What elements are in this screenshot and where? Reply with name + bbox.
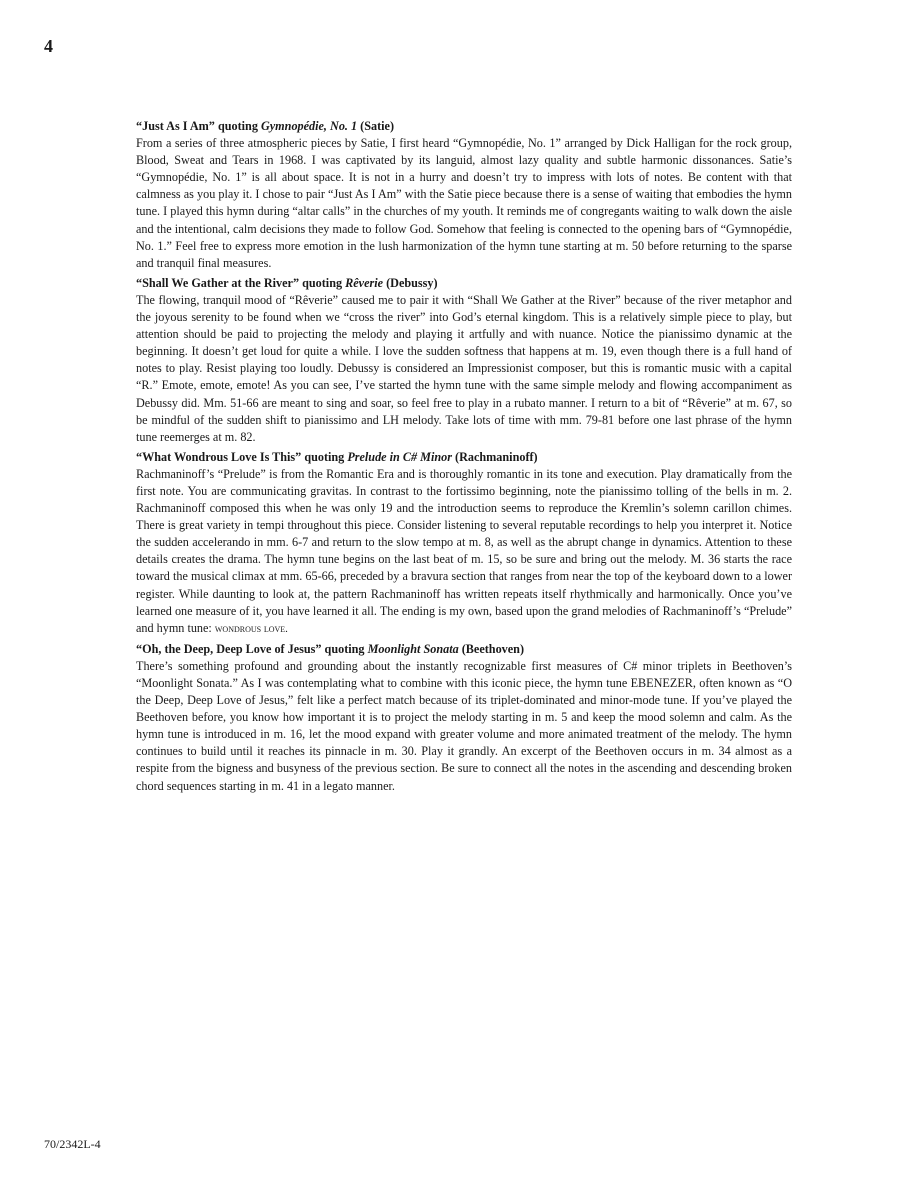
title-work: Rêverie bbox=[345, 275, 384, 290]
section-body: There’s something profound and grounding about the instantly recognizable first measures of C# minor triplets in Beethoven’s “Moonlight Sonata.” As I was contemplating what to combine with this iconic piece, the hymn tune EBENEZER, often known as “O the Deep, Deep Love of Jesus,” felt like a perfect match because of its triplet-dominated and minor-mode tune. If you’ve played the Beethoven before, you know how important it is to project the melody starting in m. 5 and keep the mood solemn and calm. As the hymn tune is introduced in m. 16, let the mood expand with greater volume and more animated treatment of the melody. The hymn continues to build until it reaches its pinnacle in m. 30. Play it grandly. An excerpt of the Beethoven occurs in m. 34 almost as a respite from the bigness and busyness of the previous section. Be sure to connect all the notes in the ascending and descending broken chord sequences starting in m. 41 in a legato manner. bbox=[136, 658, 792, 793]
title-work: Prelude in C# Minor bbox=[347, 449, 452, 464]
title-composer: (Satie) bbox=[357, 119, 394, 133]
title-work: Moonlight Sonata bbox=[367, 641, 459, 656]
title-composer: (Beethoven) bbox=[458, 641, 525, 656]
title-work: Gymnopédie, No. 1 bbox=[260, 119, 358, 133]
section-title bbox=[136, 641, 792, 658]
section-just-as-i-am bbox=[136, 118, 792, 272]
title-hymn: “What Wondrous Love Is This” quoting bbox=[136, 449, 348, 464]
section-deep-love bbox=[136, 641, 792, 795]
section-what-wondrous-love bbox=[136, 449, 792, 638]
section-title bbox=[136, 275, 792, 292]
title-composer: (Rachmaninoff) bbox=[451, 449, 538, 464]
title-hymn: “Just As I Am” quoting bbox=[136, 119, 261, 133]
title-hymn: “Oh, the Deep, Deep Love of Jesus” quoting bbox=[136, 641, 368, 656]
footer-code: 70/2342L-4 bbox=[44, 1137, 101, 1151]
title-hymn: “Shall We Gather at the River” quoting bbox=[136, 275, 346, 290]
title-composer: (Debussy) bbox=[383, 275, 438, 290]
section-title bbox=[136, 449, 792, 466]
hymn-tune-name: wondrous love. bbox=[214, 622, 288, 635]
section-body-text: Rachmaninoff’s “Prelude” is from the Romantic Era and is thoroughly romantic in its tone and execution. Play dramatically from the first note. You are communicating gravitas. In contrast to the fortissimo beginning, note the pianissimo tolling of the bells in m. 2. Rachmaninoff composed this when he was only 19 and the introduction seems to reproduce the Kremlin’s solemn carillon chimes. There is great variety in tempi throughout this piece. Consider listening to several reputable recordings to help you interpret it. Notice the sudden accelerando in mm. 6-7 and return to the slow tempo at m. 8, as well as the abrupt change in dynamics. Attention to these details creates the drama. The hymn tune begins on the last beat of m. 15, so be sure and bring out the melody. M. 36 starts the race toward the musical climax at mm. 65-66, preceded by a bravura section that ranges from near the top of the keyboard down to a lower register. While daunting to look at, the pattern Rachmaninoff has written repeats itself rhythmically and harmonically. Once you’ve learned one measure of it, you have learned it all. The ending is my own, based upon the grand melodies of Rachmaninoff’s “Prelude” and hymn tune: bbox=[136, 466, 792, 635]
page-number: 4 bbox=[44, 36, 53, 56]
section-body: The flowing, tranquil mood of “Rêverie” caused me to pair it with “Shall We Gather at the River” because of the river metaphor and the joyous serenity to be found when we “cross the river” into God’s eternal kingdom. This is a relatively simple piece to play, but attention should be paid to projecting the melody and playing it artfully and with nuance. Notice the pianissimo dynamic at the beginning. It doesn’t get loud for quite a while. I love the sudden softness that happens at m. 19, even though there is a full hand of notes to play. Resist playing too loudly. Debussy is considered an Impressionist composer, but this is romantic music with a capital “R.” Emote, emote, emote! As you can see, I’ve started the hymn tune with the same simple melody and flowing accompaniment as Debussy did. Mm. 51-66 are meant to sing and soar, so feel free to play in a rubato manner. I return to a bit of “Rêverie” at m. 67, so be mindful of the sudden shift to pianissimo and LH melody. Take lots of time with mm. 79-81 before one last phrase of the hymn tune reemerges at m. 82. bbox=[136, 292, 792, 444]
section-body: From a series of three atmospheric pieces by Satie, I first heard “Gymnopédie, No. 1” arranged by Dick Halligan for the rock group, Blood, Sweat and Tears in 1968. I was captivated by its languid, almost lazy quality and subtle harmonic dissonances. Satie’s “Gymnopédie, No. 1” is all about space. It is not in a hurry and doesn’t try to impress with lots of notes. Be content with that calmness as you play it. I chose to pair “Just As I Am” with the Satie piece because there is a sense of waiting that embodies the hymn tune. I played this hymn during “altar calls” in the churches of my youth. It reminds me of congregants waiting to walk down the aisle and the intentional, calm decisions they made to follow God. Somehow that feeling is connected to the opening bars of “Gymnopédie, No. 1.” Feel free to express more emotion in the lush harmonization of the hymn tune starting at m. 50 before returning to the sparse and tranquil final measures. bbox=[136, 136, 792, 270]
section-body bbox=[136, 466, 792, 638]
section-title bbox=[136, 118, 792, 135]
section-shall-we-gather bbox=[136, 275, 792, 446]
page-content bbox=[136, 118, 792, 798]
